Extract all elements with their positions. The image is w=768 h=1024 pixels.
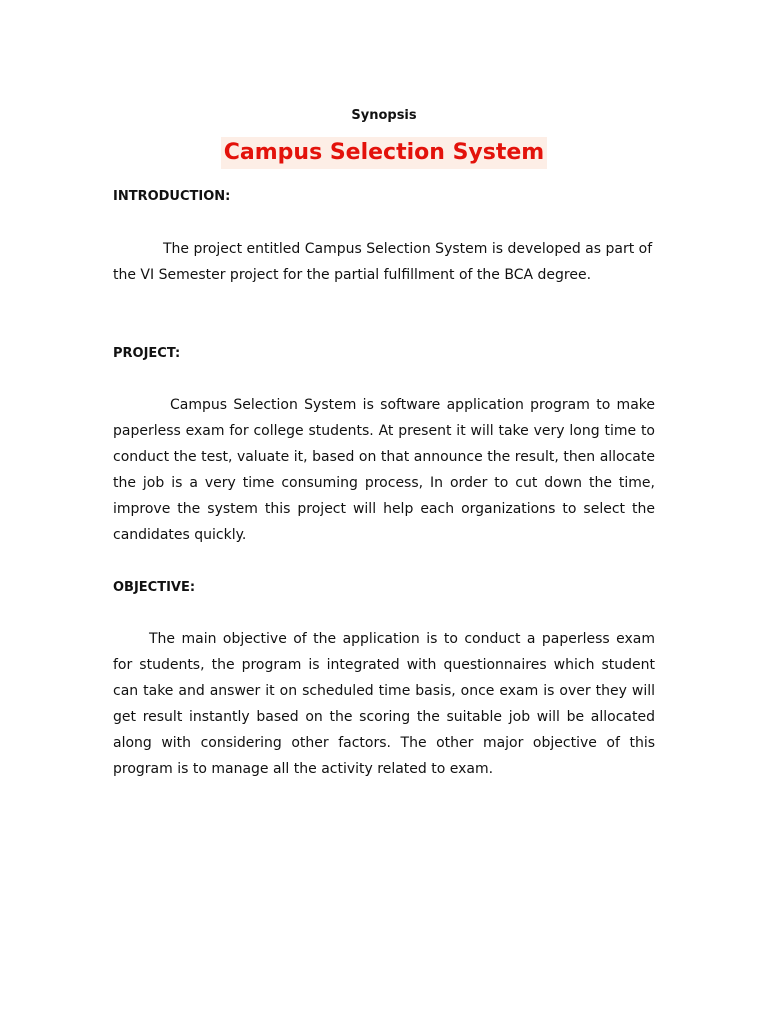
- section-heading-project: PROJECT:: [113, 346, 181, 361]
- section-heading-objective: OBJECTIVE:: [113, 580, 196, 595]
- section-body-project: Campus Selection System is software application program to make paperless exam for college students. At present it will take very long time to conduct the test, valuate it, based on that announce the result, then allocate the job is a very time consuming process, In order to cut down the time, improve the system this project will help each organizations to select the candidates quickly.: [113, 397, 655, 543]
- section-body-introduction: The project entitled Campus Selection System is developed as part of the VI Semester project for the partial fulfillment of the BCA degree.: [113, 241, 653, 283]
- section-heading-introduction: INTRODUCTION:: [113, 189, 231, 204]
- title-container: [113, 137, 655, 169]
- document-title: Campus Selection System: [221, 137, 547, 169]
- document-subtitle: Synopsis: [351, 108, 417, 123]
- section-body-objective: The main objective of the application is to conduct a paperless exam for students, the program is integrated with questionnaires which student can take and answer it on scheduled time basis, once exam is over they will get result instantly based on the scoring the suitable job will be allocated along with considering other factors. The other major objective of this program is to manage all the activity related to exam.: [113, 631, 655, 777]
